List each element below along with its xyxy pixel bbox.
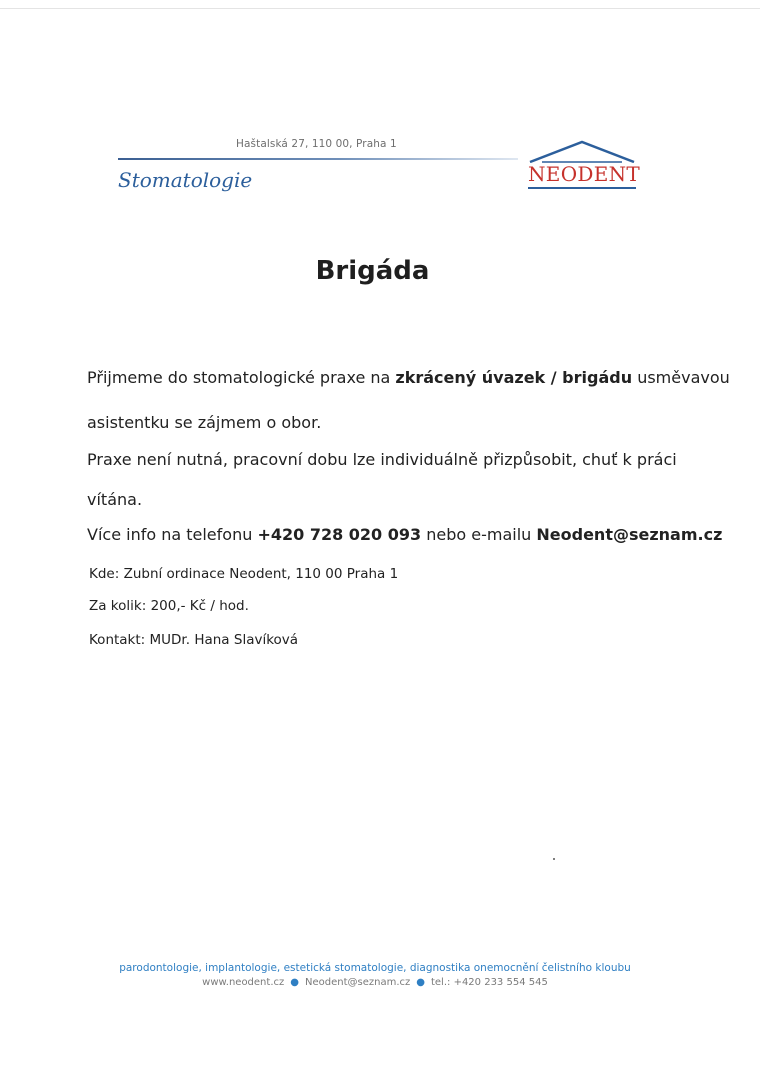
contact-person-line: Kontakt: MUDr. Hana Slavíková [89,632,299,648]
header-address: Haštalská 27, 110 00, Praha 1 [236,138,397,150]
logo-underline [528,187,636,189]
footer-web: www.neodent.cz [202,977,285,988]
page-title: Brigáda [315,256,430,286]
top-scan-edge [0,8,760,9]
paragraph-line-2: asistentku se zájmem o obor. [87,413,322,432]
location-line: Kde: Zubní ordinace Neodent, 110 00 Praha 1 [89,566,399,582]
scan-speck [553,858,555,860]
paragraph-line-4: vítána. [87,490,143,509]
logo-text: NEODENT [528,162,641,186]
text: Více info na telefonu [87,525,258,544]
paragraph-line-3: Praxe není nutná, pracovní dobu lze individuálně přizpůsobit, chuť k práci [87,450,677,469]
footer-phone: tel.: +420 233 554 545 [430,977,548,988]
text: Přijmeme do stomatologické praxe na [87,368,396,387]
brand-name: Stomatologie [118,168,253,192]
footer-services: parodontologie, implantologie, estetická stomatologie, diagnostika onemocnění čelistního kloubu [119,962,631,974]
paragraph-line-1 [87,368,730,387]
bullet-icon: ● [290,977,299,988]
neodent-logo [528,139,641,193]
roof-icon [528,139,636,163]
header-divider [118,158,518,160]
footer-contacts [0,977,750,988]
footer-email: Neodent@seznam.cz [304,977,411,988]
pay-line: Za kolik: 200,- Kč / hod. [89,598,249,614]
bullet-icon: ● [416,977,425,988]
text: usměvavou [632,368,730,387]
email-address: Neodent@seznam.cz [536,525,723,544]
phone-number: +420 728 020 093 [257,525,422,544]
contact-line [87,525,722,544]
job-type: zkrácený úvazek / brigádu [395,368,633,387]
text: nebo e-mailu [421,525,537,544]
